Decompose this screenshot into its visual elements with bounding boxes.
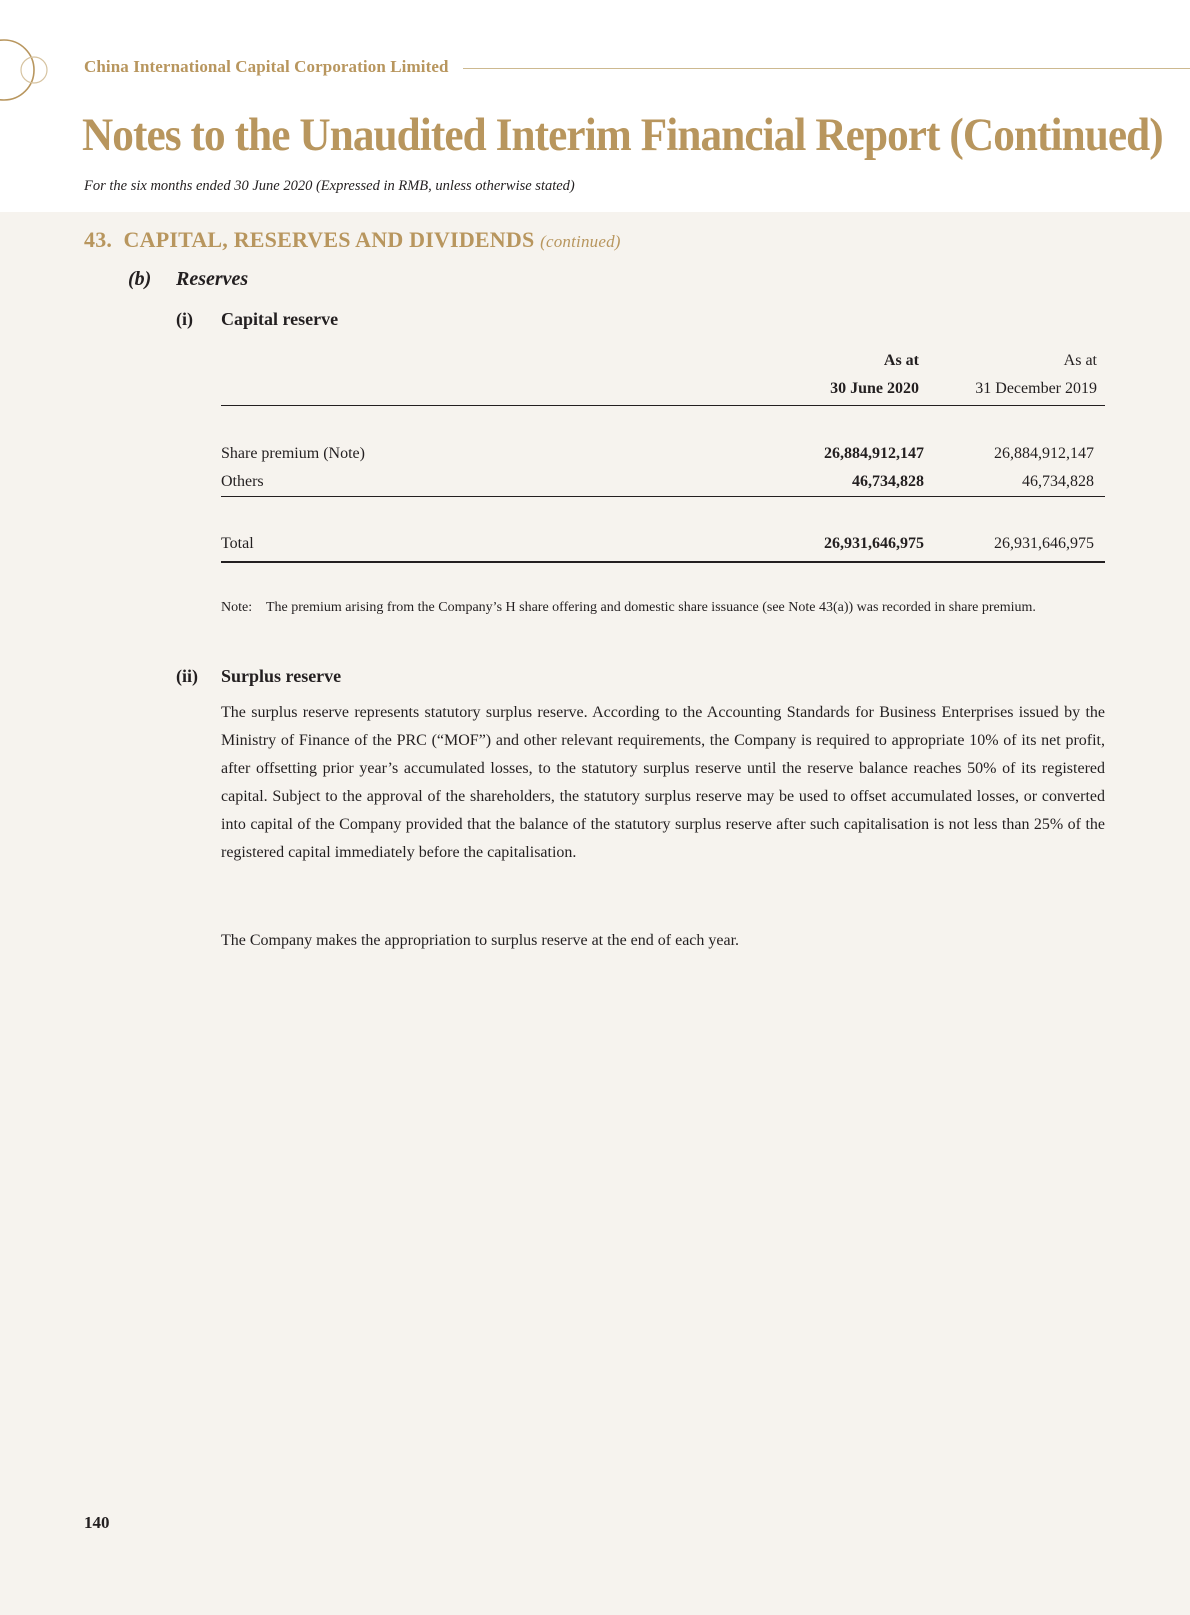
- subtotal-rule: [221, 496, 1105, 497]
- page-number: 140: [84, 1513, 110, 1532]
- page-background-band: [0, 212, 1190, 1615]
- table-row: [221, 445, 1105, 467]
- subsection-number: (b): [128, 268, 152, 290]
- row-value-2019: 46,734,828: [1022, 473, 1094, 490]
- subsection-number: (ii): [176, 666, 198, 686]
- section-title: CAPITAL, RESERVES AND DIVIDENDS: [123, 227, 535, 252]
- surplus-reserve-paragraph: The surplus reserve represents statutory surplus reserve. According to the Accounting Standards for Business Enterprises issued by the Ministry of Finance of the PRC (“MOF”) and other relevant requirements, the Company is required to appropriate 10% of its net profit, after offsetting prior year’s accumulated losses, to the statutory surplus reserve until the reserve balance reaches 50% of its registered capital. Subject to the approval of the shareholders, the statutory surplus reserve may be used to offset accumulated losses, or converted into capital of the Company provided that the balance of the statutory surplus reserve after such capitalisation is not less than 25% of the registered capital immediately before the capitalisation.: [221, 704, 1105, 861]
- page-subtitle: For the six months ended 30 June 2020 (Expressed in RMB, unless otherwise stated): [84, 178, 575, 194]
- header-rule: [463, 68, 1190, 69]
- subsection-reserves-heading: [128, 268, 248, 291]
- table-total-row: [221, 535, 1105, 557]
- surplus-reserve-heading: [176, 666, 341, 687]
- note-text: The premium arising from the Company’s H share offering and domestic share issuance (see Note 43(a)) was recorded in share premium.: [266, 600, 1036, 615]
- subsection-title: Surplus reserve: [221, 666, 342, 686]
- total-value-2019: 26,931,646,975: [994, 535, 1094, 552]
- subsection-title: Capital reserve: [221, 309, 339, 329]
- section-continued: (continued): [540, 232, 621, 251]
- table-header-rule: [221, 405, 1105, 406]
- table-row: [221, 473, 1105, 495]
- company-name: China International Capital Corporation Limited: [84, 57, 449, 76]
- row-value-2020: 46,734,828: [852, 473, 924, 490]
- subsection-number: (i): [176, 309, 193, 329]
- row-label: Others: [221, 473, 264, 490]
- company-logo-icon: [0, 38, 60, 102]
- row-label: Share premium (Note): [221, 445, 365, 462]
- table-note: [221, 597, 1105, 618]
- note-label: Note:: [221, 600, 253, 615]
- total-rule: [221, 561, 1105, 563]
- appropriation-paragraph: The Company makes the appropriation to surplus reserve at the end of each year.: [221, 932, 740, 949]
- subsection-title: Reserves: [176, 268, 249, 290]
- page-title: Notes to the Unaudited Interim Financial Report (Continued): [82, 109, 1163, 161]
- row-value-2020: 26,884,912,147: [824, 445, 924, 462]
- total-value-2020: 26,931,646,975: [824, 535, 924, 552]
- capital-reserve-heading: [176, 309, 338, 330]
- row-value-2019: 26,884,912,147: [994, 445, 1094, 462]
- column-header-30-june-2020: As at 30 June 2020: [830, 352, 919, 397]
- total-label: Total: [221, 535, 254, 552]
- section-number: 43.: [84, 227, 113, 252]
- column-header-31-december-2019: As at 31 December 2019: [975, 352, 1097, 397]
- section-heading: [84, 227, 621, 253]
